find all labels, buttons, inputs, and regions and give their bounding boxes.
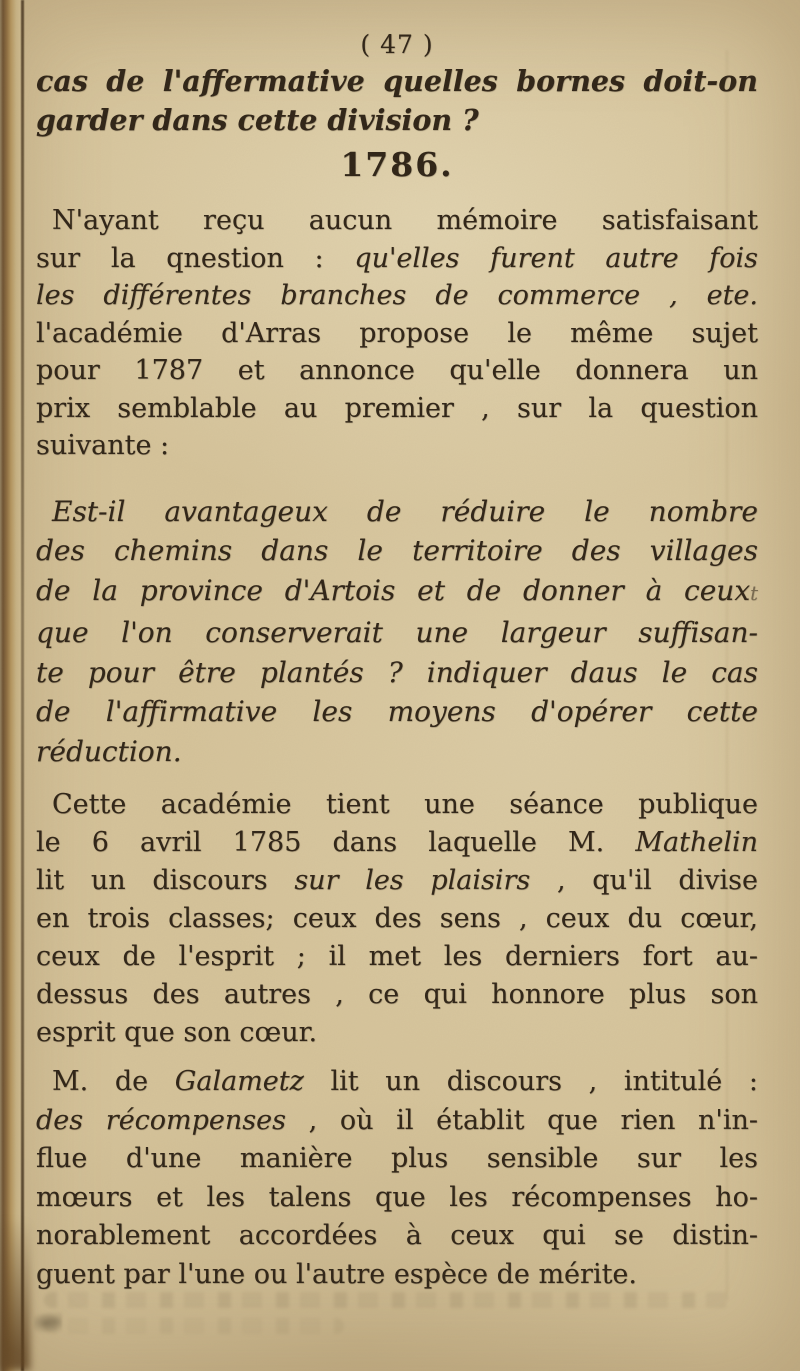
text-segment: lit un discours , intitulé : [303,1066,758,1097]
year-heading-line-1 [36,142,758,188]
prize-question-paragraph-line-2 [36,531,758,571]
text-segment: ( 47 ) [360,30,434,59]
seance-paragraph [36,786,758,1052]
prize-question-paragraph-line-5 [36,653,758,693]
prize-question-paragraph [36,492,758,772]
text-segment: prix semblable au premier , sur la question [36,392,758,424]
galametz-paragraph-line-4 [36,1179,758,1218]
text-segment: guent par l'une ou l'autre espèce de mérite. [36,1258,637,1290]
continuation-paragraph-line-2 [36,101,758,140]
prize-question-paragraph-line-1 [36,492,758,532]
galametz-paragraph-line-6 [36,1256,758,1295]
galametz-paragraph [36,1063,758,1294]
text-segment: des récompenses [36,1104,286,1136]
seance-paragraph-line-3 [36,862,758,900]
text-segment: Galametz [174,1066,304,1097]
galametz-paragraph-line-1 [36,1063,758,1102]
seance-paragraph-line-1 [36,786,758,824]
page-number [36,30,758,60]
text-segment: ceux de l'esprit ; il met les derniers fort au- [36,941,758,972]
seance-paragraph-line-2 [36,824,758,862]
text-segment: de la province d'Artois et de donner à ceux [36,573,751,607]
text-segment: dessus des autres , ce qui honnore plus son [36,979,758,1010]
ink-bleedthrough-row [44,1318,344,1334]
announcement-paragraph-line-6 [36,390,758,428]
page-number-line-1 [36,30,758,60]
text-segment: Cette académie tient une séance publique [52,789,758,820]
announcement-paragraph-line-7 [36,427,758,465]
text-segment: que l'on conserverait une largeur suffisan- [36,616,758,649]
prize-question-paragraph-line-4 [36,613,758,653]
text-segment: lit un discours [36,865,295,896]
ink-bleedthrough-row [44,1292,734,1308]
text-segment: flue d'une manière plus sensible sur les [36,1143,758,1174]
text-segment: des chemins dans le territoire des villages [36,534,758,567]
text-segment: cas de l'affermative quelles bornes doit-on [36,64,758,98]
text-segment: 1786. [340,145,454,184]
text-segment: esprit que son cœur. [36,1017,318,1048]
seance-paragraph-line-7 [36,1014,758,1052]
text-segment: N'ayant reçu aucun mémoire satisfaisant [52,205,758,236]
seance-paragraph-line-6 [36,976,758,1014]
text-segment: mœurs et les talens que les récompenses ho- [36,1181,758,1213]
text-segment: de l'affirmative les moyens d'opérer cette [36,695,758,728]
text-segment: les différentes branches de commerce , ete. [36,280,758,311]
text-segment: sur les plaisirs [294,865,531,896]
ink-smudge [34,1312,62,1334]
text-segment: Est-il avantageux de réduire le nombre [52,494,758,528]
text-segment: M. de [52,1066,175,1097]
page-fold-line [21,0,24,1371]
year-heading [36,142,758,188]
seance-paragraph-line-4 [36,900,758,938]
text-segment: te pour être plantés ? indiquer daus le cas [36,655,758,689]
text-segment: réduction. [36,734,182,768]
seance-paragraph-line-5 [36,938,758,976]
galametz-paragraph-line-5 [36,1217,758,1256]
announcement-paragraph [36,202,758,465]
text-segment: en trois classes; ceux des sens , ceux du cœur, [36,903,758,934]
corner-stain [0,1221,30,1371]
prize-question-paragraph-line-7 [36,732,758,772]
text-segment: le 6 avril 1785 dans laquelle M. [36,827,636,858]
prize-question-paragraph-line-3 [36,571,758,614]
announcement-paragraph-line-4 [36,315,758,353]
text-segment: qu'elles furent autre fois [354,242,758,274]
text-segment: pour 1787 et annonce qu'elle donnera un [36,355,758,386]
text-segment: garder dans cette division ? [36,103,479,137]
announcement-paragraph-line-5 [36,352,758,390]
galametz-paragraph-line-3 [36,1140,758,1179]
page-text-column [36,30,758,1294]
text-segment: , où il établit que rien n'in- [286,1104,758,1136]
continuation-paragraph [36,62,758,140]
text-segment: t [750,581,758,605]
galametz-paragraph-line-2 [36,1102,758,1141]
announcement-paragraph-line-3 [36,277,758,315]
continuation-paragraph-line-1 [36,62,758,101]
text-segment: suivante : [36,430,170,461]
text-segment: sur la qnestion : [36,242,355,274]
text-segment: , qu'il divise [530,865,758,896]
announcement-paragraph-line-2 [36,240,758,278]
text-segment: norablement accordées à ceux qui se distin- [36,1220,758,1251]
text-segment: l'académie d'Arras propose le même sujet [36,317,758,349]
prize-question-paragraph-line-6 [36,692,758,732]
announcement-paragraph-line-1 [36,202,758,240]
text-segment: Mathelin [635,827,758,858]
